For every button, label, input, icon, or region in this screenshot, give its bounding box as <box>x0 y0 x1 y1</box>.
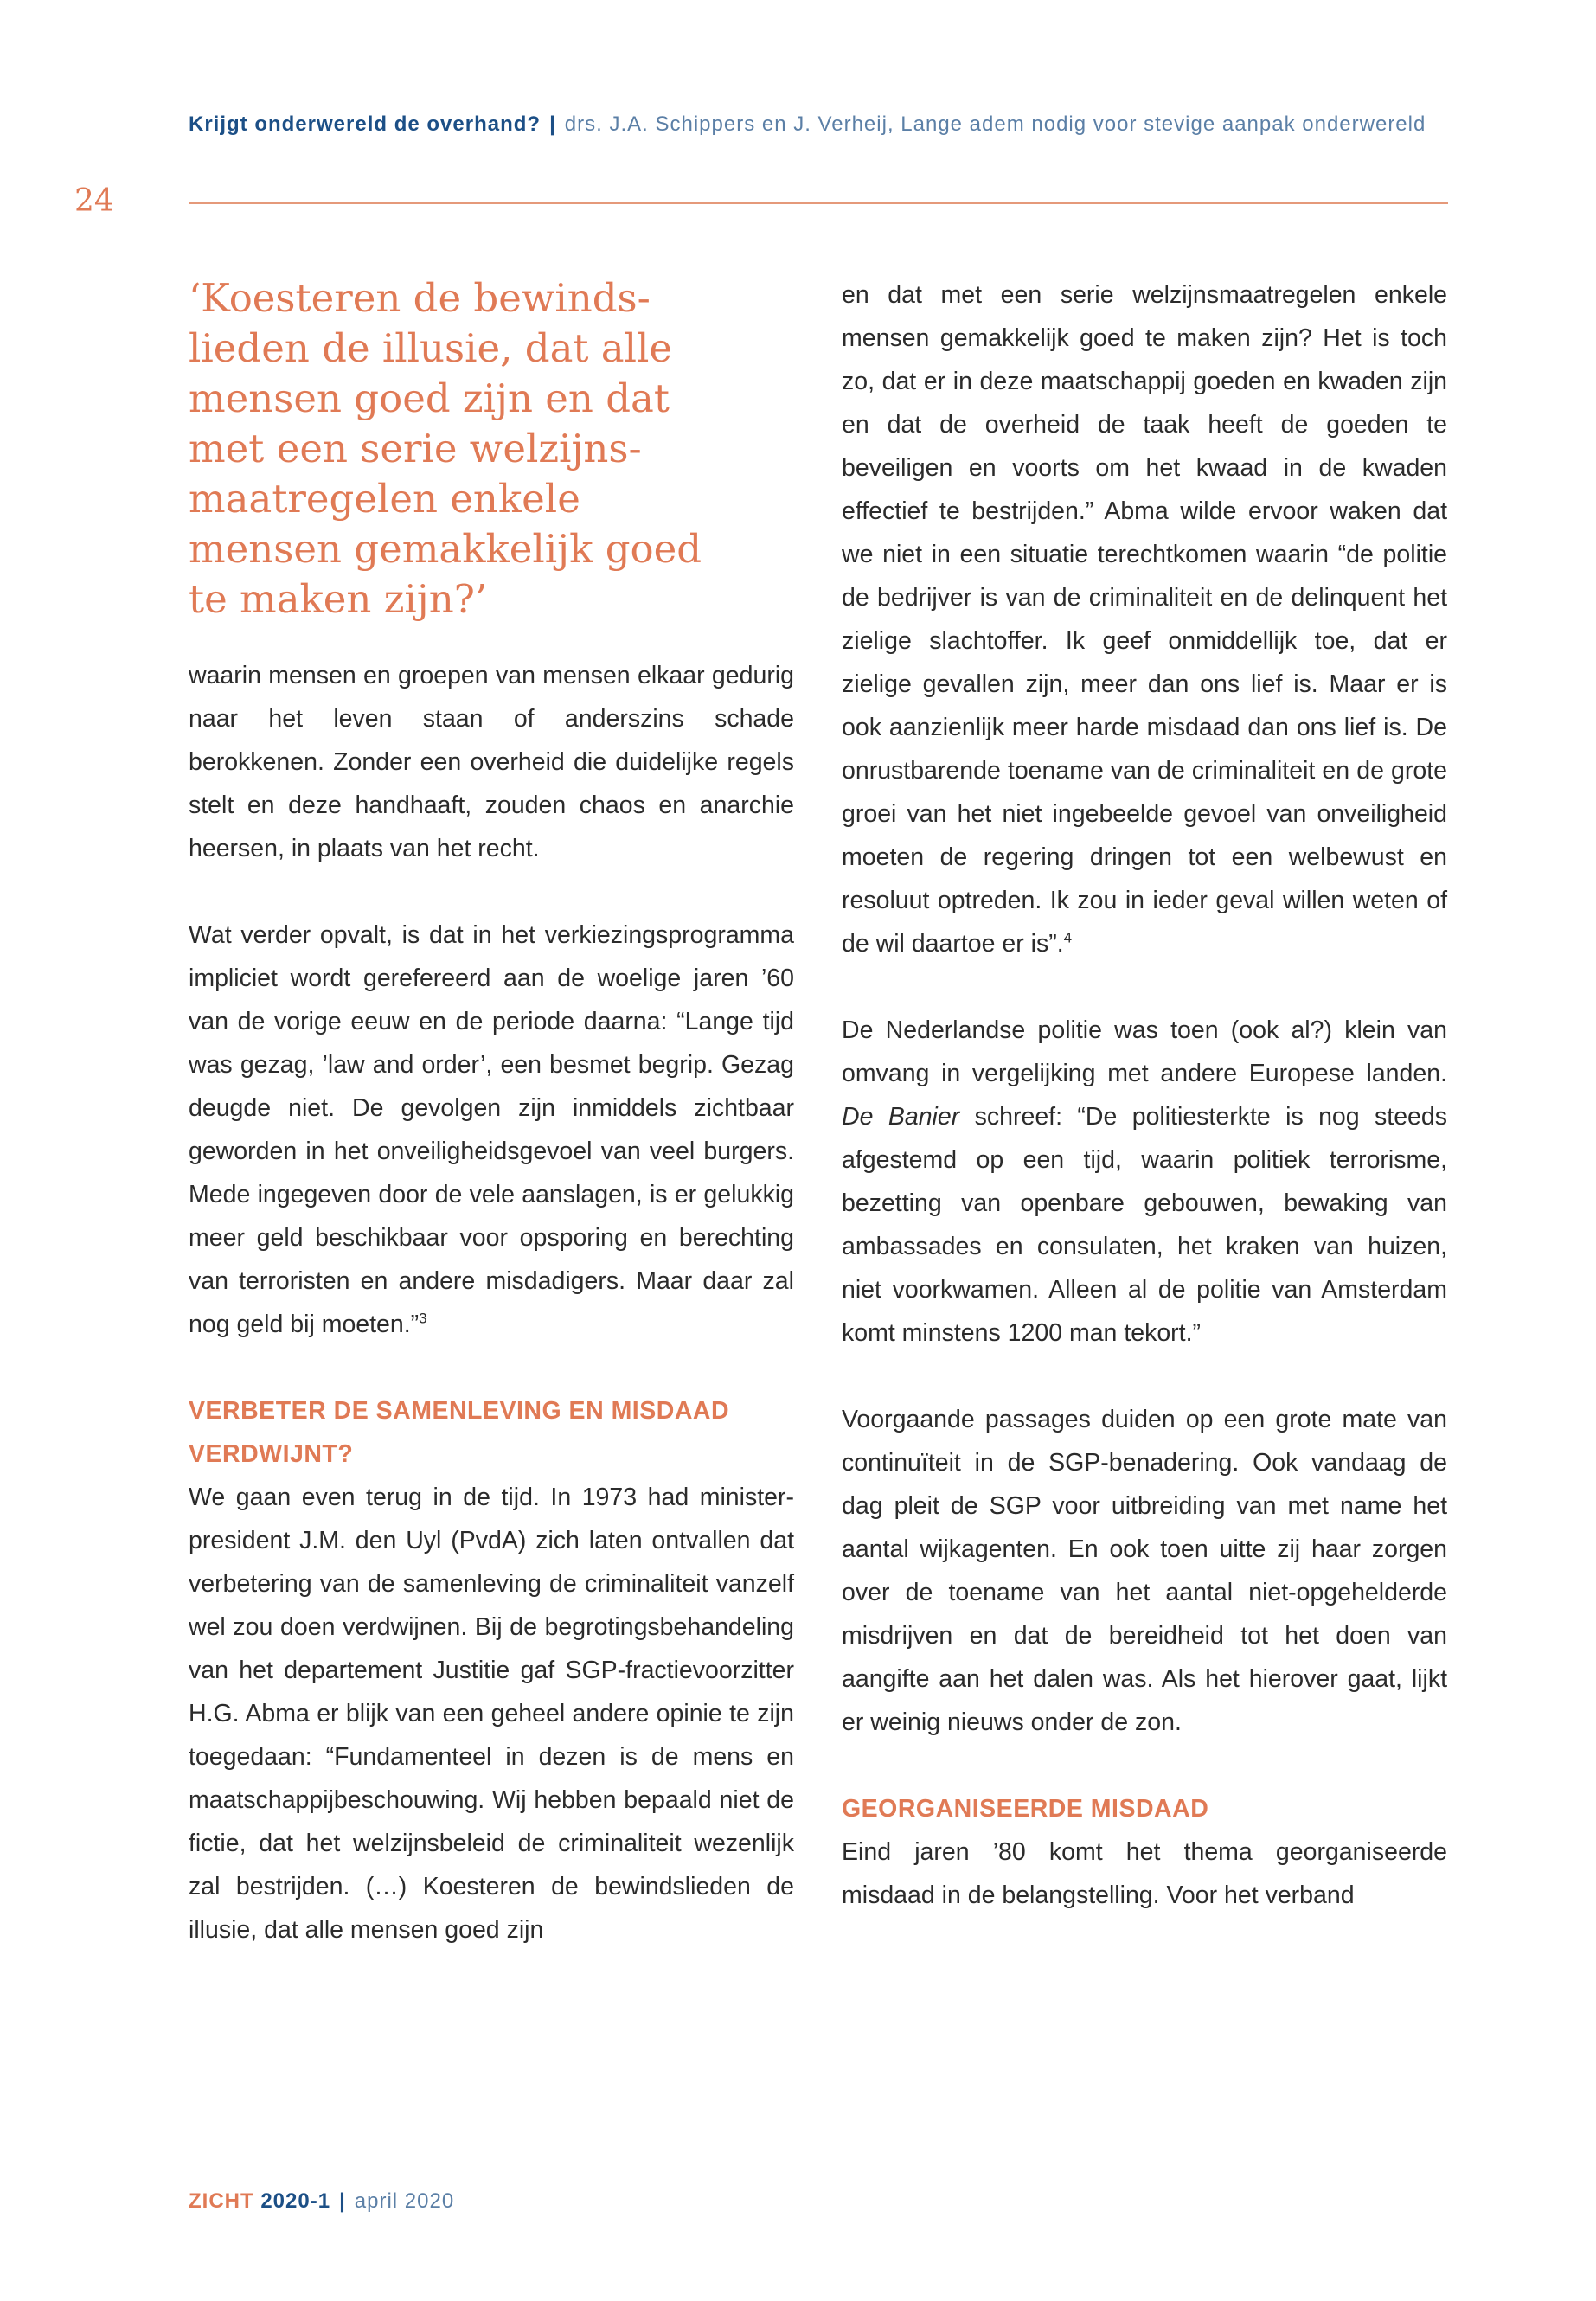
header-rule <box>189 202 1448 204</box>
footer-issue: 2020-1 <box>260 2189 331 2213</box>
publication-title: De Banier <box>842 1103 960 1131</box>
right-paragraph-1 <box>842 273 1447 965</box>
footer-brand: ZICHT <box>189 2189 254 2213</box>
header-subtitle: drs. J.A. Schippers en J. Verheij, Lange adem nodig voor stevige aanpak onderwereld <box>564 112 1426 136</box>
right-paragraph-2 <box>842 1009 1447 1355</box>
header-title: Krijgt onderwereld de overhand? <box>189 112 542 136</box>
footnote-ref-4: 4 <box>1063 929 1073 946</box>
left-paragraph-2-text: Wat verder opvalt, is dat in het verkiezingsprogramma impliciet wordt gerefereerd aan de woelige jaren ’60 van de vorige eeuw en de periode daarna: “Lange tijd was gezag, ’law and order’, een besmet begrip. Gezag deugde niet. De gevolgen zijn inmiddels zichtbaar geworden in het onveiligheidsgevoel van veel burgers. Mede ingegeven door de vele aanslagen, is er gelukkig meer geld beschikbaar voor opsporing en berechting van terroristen en andere misdadigers. Maar daar zal nog geld bij moeten.” <box>189 921 794 1338</box>
right-paragraph-1-text: en dat met een serie welzijnsmaatregelen enkele mensen gemakkelijk goed te maken zijn? Het is toch zo, dat er in deze maatschappij goeden en kwaden zijn en dat de overheid de taak heeft de goeden te beveiligen en voorts om het kwaad in de kwaden effectief te bestrijden.” Abma wilde ervoor waken dat we niet in een situatie terechtkomen waarin “de politie de bedrijver is van de criminaliteit en de delinquent het zielige slachtoffer. Ik geef onmiddellijk toe, dat er zielige gevallen zijn, meer dan ons lief is. Maar er is ook aanzienlijk meer harde misdaad dan ons lief is. De onrustbarende toename van de criminaliteit en de grote groei van het niet ingebeelde gevoel van onveiligheid moeten de regering dringen tot een welbewust en resoluut optreden. Ik zou in ieder geval willen weten of de wil daartoe er is”. <box>842 281 1447 958</box>
footnote-ref-3: 3 <box>419 1310 427 1327</box>
pull-quote: ‘Koesteren de bewinds-lieden de illusie, dat alle mensen goed zijn en dat met een serie welzijns-maatregelen enkele mensen gemakkelijk goed te maken zijn?’ <box>189 275 702 622</box>
right-paragraph-2-after: schreef: “De politiesterkte is nog steeds afgestemd op een tijd, waarin politiek terrorisme, bezetting van openbare gebouwen, bewaking van ambassades en consulaten, het kraken van huizen, niet voorkwamen. Alleen al de politie van Amsterdam komt minstens 1200 man tekort.” <box>842 1103 1447 1347</box>
right-column <box>842 273 1447 1917</box>
section-heading-georganiseerde: GEORGANISEERDE MISDAAD <box>842 1795 1209 1823</box>
right-paragraph-2-before: De Nederlandse politie was toen (ook al?) klein van omvang in vergelijking met andere Europese landen. <box>842 1016 1447 1087</box>
running-header <box>189 112 1452 137</box>
page-number: 24 <box>74 183 114 219</box>
footer-date: april 2020 <box>354 2189 455 2213</box>
left-paragraph-1: waarin mensen en groepen van mensen elkaar gedurig naar het leven staan of anderszins schade berokkenen. Zonder een overheid die duidelijke regels stelt en deze handhaaft, zouden chaos en anarchie heersen, in plaats van het recht. <box>189 662 794 862</box>
header-separator: | <box>549 112 556 136</box>
left-paragraph-2 <box>189 913 794 1346</box>
right-paragraph-3: Voorgaande passages duiden op een grote mate van continuïteit in de SGP-benadering. Ook vandaag de dag pleit de SGP voor uitbreiding van met name het aantal wijkagenten. En ook toen uitte zij haar zorgen over de toename van het aantal niet-opgehelderde misdrijven en dat de bereidheid tot het doen van aangifte aan het dalen was. Als het hierover gaat, lijkt er weinig nieuws onder de zon. <box>842 1406 1447 1736</box>
left-column <box>189 273 794 1952</box>
left-paragraph-3: We gaan even terug in de tijd. In 1973 had minister-president J.M. den Uyl (PvdA) zich laten ontvallen dat verbetering van de samenleving de criminaliteit vanzelf wel zou doen verdwijnen. Bij de begrotingsbehandeling van het departement Justitie gaf SGP-fractievoorzitter H.G. Abma er blijk van een geheel andere opinie te zijn toegedaan: “Fundamenteel in dezen is de mens en maatschappijbeschouwing. Wij hebben bepaald niet de fictie, dat het welzijnsbeleid de criminaliteit wezenlijk zal bestrijden. (…) Koesteren de bewindslieden de illusie, dat alle mensen goed zijn <box>189 1484 794 1944</box>
right-paragraph-4: Eind jaren ’80 komt het thema georganiseerde misdaad in de belangstelling. Voor het verband <box>842 1838 1447 1909</box>
footer <box>189 2189 454 2214</box>
section-heading-verbeter: VERBETER DE SAMENLEVING EN MISDAAD VERDWIJNT? <box>189 1397 730 1468</box>
footer-separator: | <box>339 2189 346 2213</box>
